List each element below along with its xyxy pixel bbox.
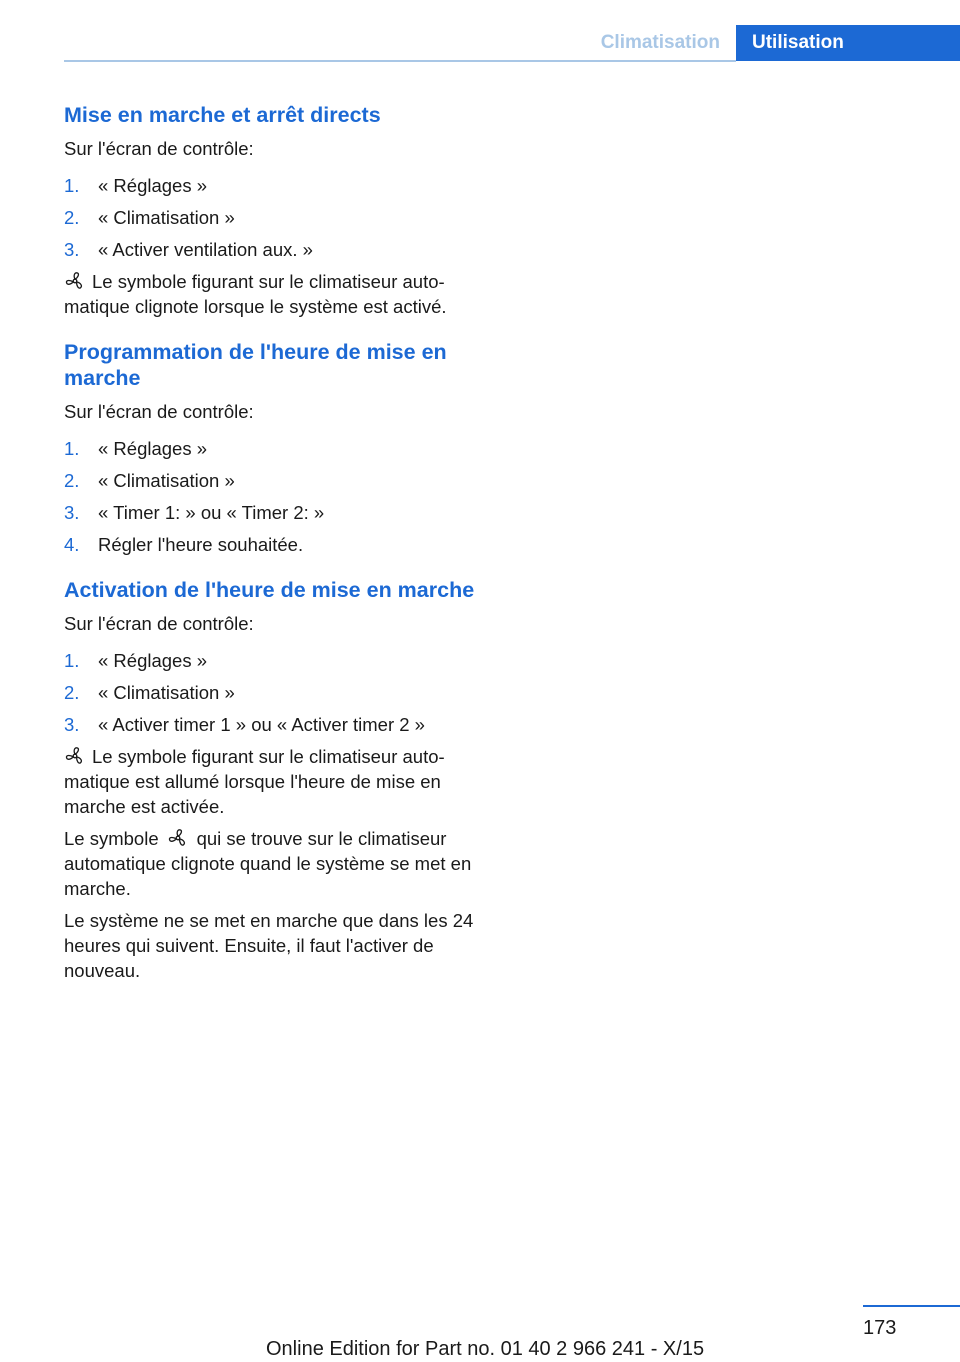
list-item [64,205,482,230]
list-item [64,237,482,262]
list-item [64,500,482,525]
step-number: 2. [64,470,80,491]
step-text: « Réglages » [98,175,208,196]
note-text: Le symbole figurant sur le climatiseur auto-matique est allumé lorsque l'heure de mise en marche est activée. [64,746,445,817]
section-intro: Sur l'écran de contrôle: [64,401,254,422]
fan-icon [64,271,86,291]
header-chapter: Climatisation [585,25,736,61]
steps-list [64,436,482,557]
list-item [64,712,482,737]
page-header [585,25,960,61]
page-number: 173 [863,1317,897,1339]
section-intro: Sur l'écran de contrôle: [64,613,254,634]
list-item [64,436,482,461]
fan-icon [64,746,86,766]
step-text: « Activer ventilation aux. » [98,239,313,260]
step-number: 4. [64,534,80,555]
step-number: 2. [64,207,80,228]
step-number: 1. [64,175,80,196]
paragraph-24h: Le système ne se met en marche que dans les 24 heures qui suivent. Ensuite, il faut l'activer de nouveau. [64,910,474,981]
note-paragraph [64,269,482,319]
steps-list [64,173,482,262]
paragraph-symbol [64,826,482,901]
list-item [64,532,482,557]
step-number: 1. [64,438,80,459]
step-number: 1. [64,650,80,671]
step-text: « Réglages » [98,650,208,671]
step-number: 3. [64,239,80,260]
section-title: Programmation de l'heure de mise en marche [64,340,447,390]
step-text: « Timer 1: » ou « Timer 2: » [98,502,325,523]
step-text: « Activer timer 1 » ou « Activer timer 2 » [98,714,425,735]
step-number: 3. [64,502,80,523]
step-number: 2. [64,682,80,703]
step-text: « Climatisation » [98,207,235,228]
section-title: Activation de l'heure de mise en marche [64,578,475,602]
footer-rule [863,1305,960,1307]
section-title: Mise en marche et arrêt directs [64,103,381,127]
header-rule [64,60,736,62]
paragraph-text-before: Le symbole [64,828,159,849]
list-item [64,648,482,673]
steps-list [64,648,482,737]
list-item [64,680,482,705]
step-number: 3. [64,714,80,735]
step-text: « Réglages » [98,438,208,459]
edition-line: Online Edition for Part no. 01 40 2 966 241 - X/15 [266,1338,705,1360]
paragraph-text-after: qui se trouve sur le climatiseur automatique clignote quand le système se met en marche. [64,828,472,899]
section-activation [64,577,482,983]
step-text: « Climatisation » [98,682,235,703]
list-item [64,173,482,198]
header-section: Utilisation [736,25,960,61]
fan-icon [167,828,189,848]
note-text: Le symbole figurant sur le climatiseur auto-matique clignote lorsque le système est activé. [64,271,447,317]
list-item [64,468,482,493]
section-intro: Sur l'écran de contrôle: [64,138,254,159]
note-paragraph [64,744,482,819]
step-text: Régler l'heure souhaitée. [98,534,304,555]
section-direct-on-off [64,102,482,319]
step-text: « Climatisation » [98,470,235,491]
section-programming [64,339,482,557]
page-content [64,102,482,983]
